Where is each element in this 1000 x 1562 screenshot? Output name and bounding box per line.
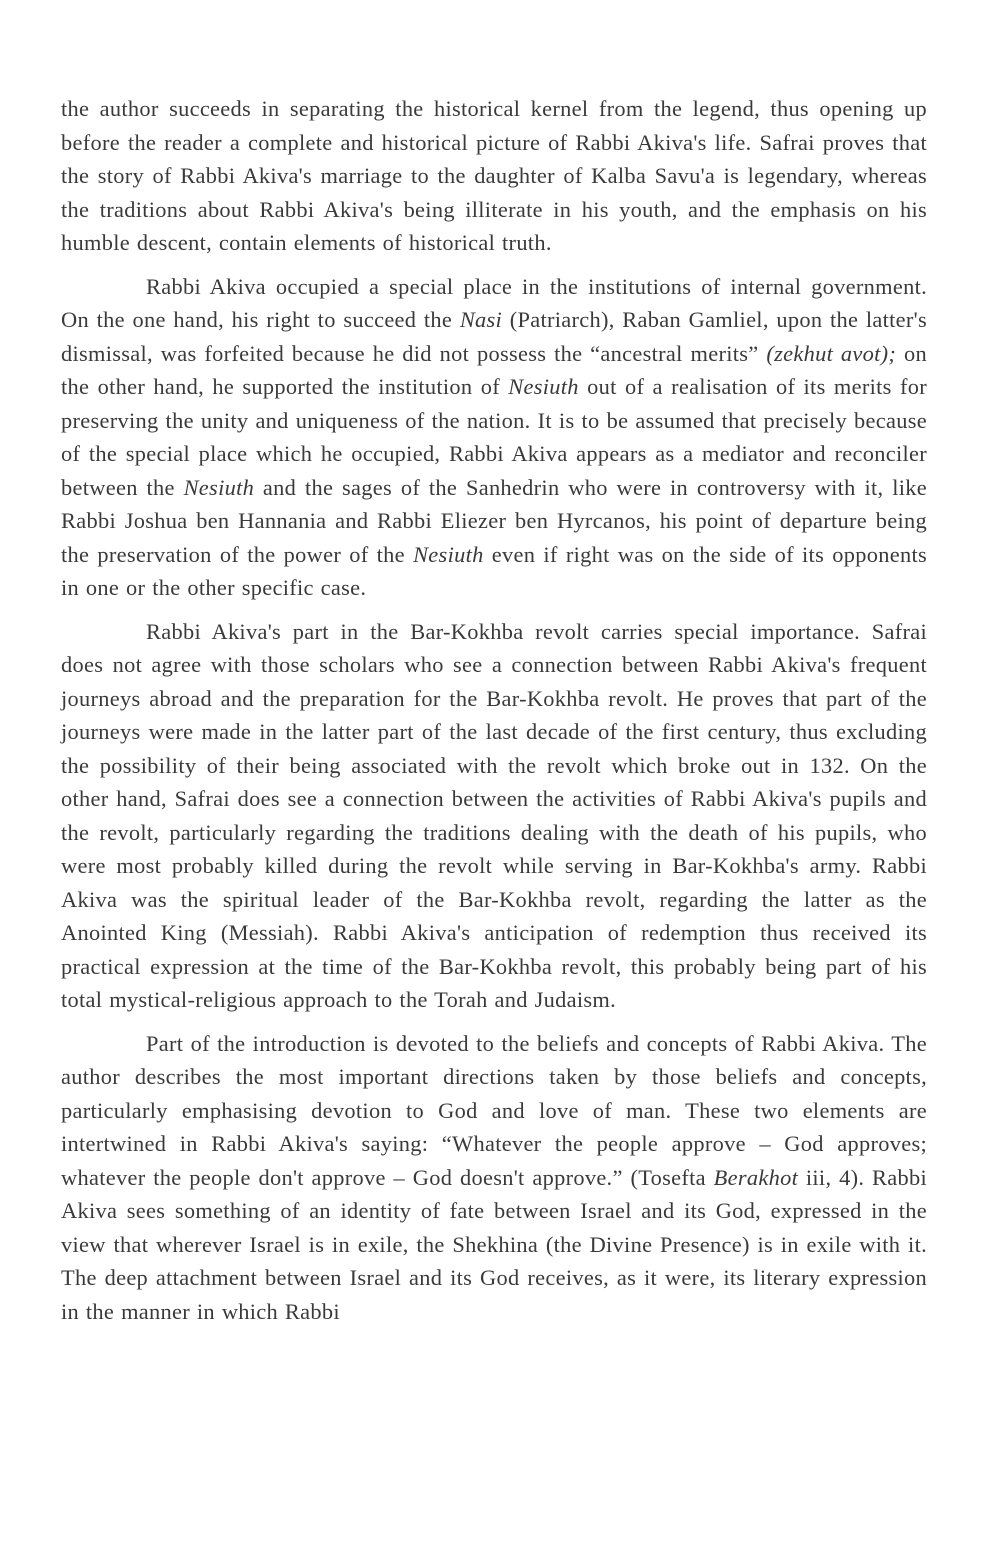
- text-segment: on the other hand, he supported the institution of: [61, 340, 928, 399]
- text-segment: (Patriarch), Raban Gamliel, upon the latter's dismissal, was forfeited because he did not possess the “ancestral merits”: [61, 307, 927, 366]
- text-segment: and the sages of the Sanhedrin who were in controversy with it, like Rabbi Joshua ben Hannania and Rabbi Eliezer ben Hyrcanos, his point of departure being the preservation of the power of the: [61, 474, 928, 567]
- italic-text-segment: Nasi: [459, 307, 503, 332]
- text-segment: the author succeeds in separating the historical kernel from the legend, thus opening up before the reader a complete and historical picture of Rabbi Akiva's life. Safrai proves that the story of Rabbi Akiva's marriage to the daughter of Kalba Savu'a is legendary, whereas the traditions about Rabbi Akiva's being illiterate in his youth, and the emphasis on his humble descent, contain elements of historical truth.: [61, 96, 927, 255]
- paragraph-3: [61, 615, 927, 1017]
- text-segment: out of a realisation of its merits for preserving the unity and uniqueness of the nation. It is to be assumed that precisely because of the special place which he occupied, Rabbi Akiva appears as a mediator and reconciler between the: [61, 374, 927, 500]
- italic-text-segment: (zekhut avot);: [766, 340, 897, 366]
- text-segment: even if right was on the side of its opponents in one or the other specific case.: [61, 541, 927, 600]
- document-page: [61, 92, 927, 1338]
- italic-text-segment: Berakhot: [713, 1164, 799, 1190]
- text-segment: Rabbi Akiva occupied a special place in the institutions of internal government. On the one hand, his right to succeed the: [61, 273, 927, 332]
- italic-text-segment: Nesiuth: [183, 474, 255, 500]
- paragraph-1: [61, 92, 927, 260]
- text-segment: Part of the introduction is devoted to the beliefs and concepts of Rabbi Akiva. The author describes the most important directions taken by those beliefs and concepts, particularly emphasising devotion to God and love of man. These two elements are intertwined in Rabbi Akiva's saying: “Whatever the people approve – God approves; whatever the people don't approve – God doesn't approve.” (Tosefta: [61, 1030, 927, 1190]
- paragraph-4: [61, 1027, 927, 1329]
- paragraph-2: [61, 270, 927, 605]
- text-segment: Rabbi Akiva's part in the Bar-Kokhba revolt carries special importance. Safrai does not agree with those scholars who see a connection between Rabbi Akiva's frequent journeys abroad and the preparation for the Bar-Kokhba revolt. He proves that part of the journeys were made in the latter part of the last decade of the first century, thus excluding the possibility of their being associated with the revolt which broke out in 132. On the other hand, Safrai does see a connection between the activities of Rabbi Akiva's pupils and the revolt, particularly regarding the traditions dealing with the death of his pupils, who were most probably killed during the revolt while serving in Bar-Kokhba's army. Rabbi Akiva was the spiritual leader of the Bar-Kokhba revolt, regarding the latter as the Anointed King (Messiah). Rabbi Akiva's anticipation of redemption thus received its practical expression at the time of the Bar-Kokhba revolt, this probably being part of his total mystical-religious approach to the Torah and Judaism.: [61, 618, 927, 1012]
- italic-text-segment: Nesiuth: [508, 374, 579, 399]
- text-segment: iii, 4). Rabbi Akiva sees something of an identity of fate between Israel and its God, expressed in the view that wherever Israel is in exile, the Shekhina (the Divine Presence) is in exile with it. The deep attachment between Israel and its God receives, as it were, its literary expression in the manner in which Rabbi: [61, 1164, 927, 1324]
- italic-text-segment: Nesiuth: [413, 541, 484, 567]
